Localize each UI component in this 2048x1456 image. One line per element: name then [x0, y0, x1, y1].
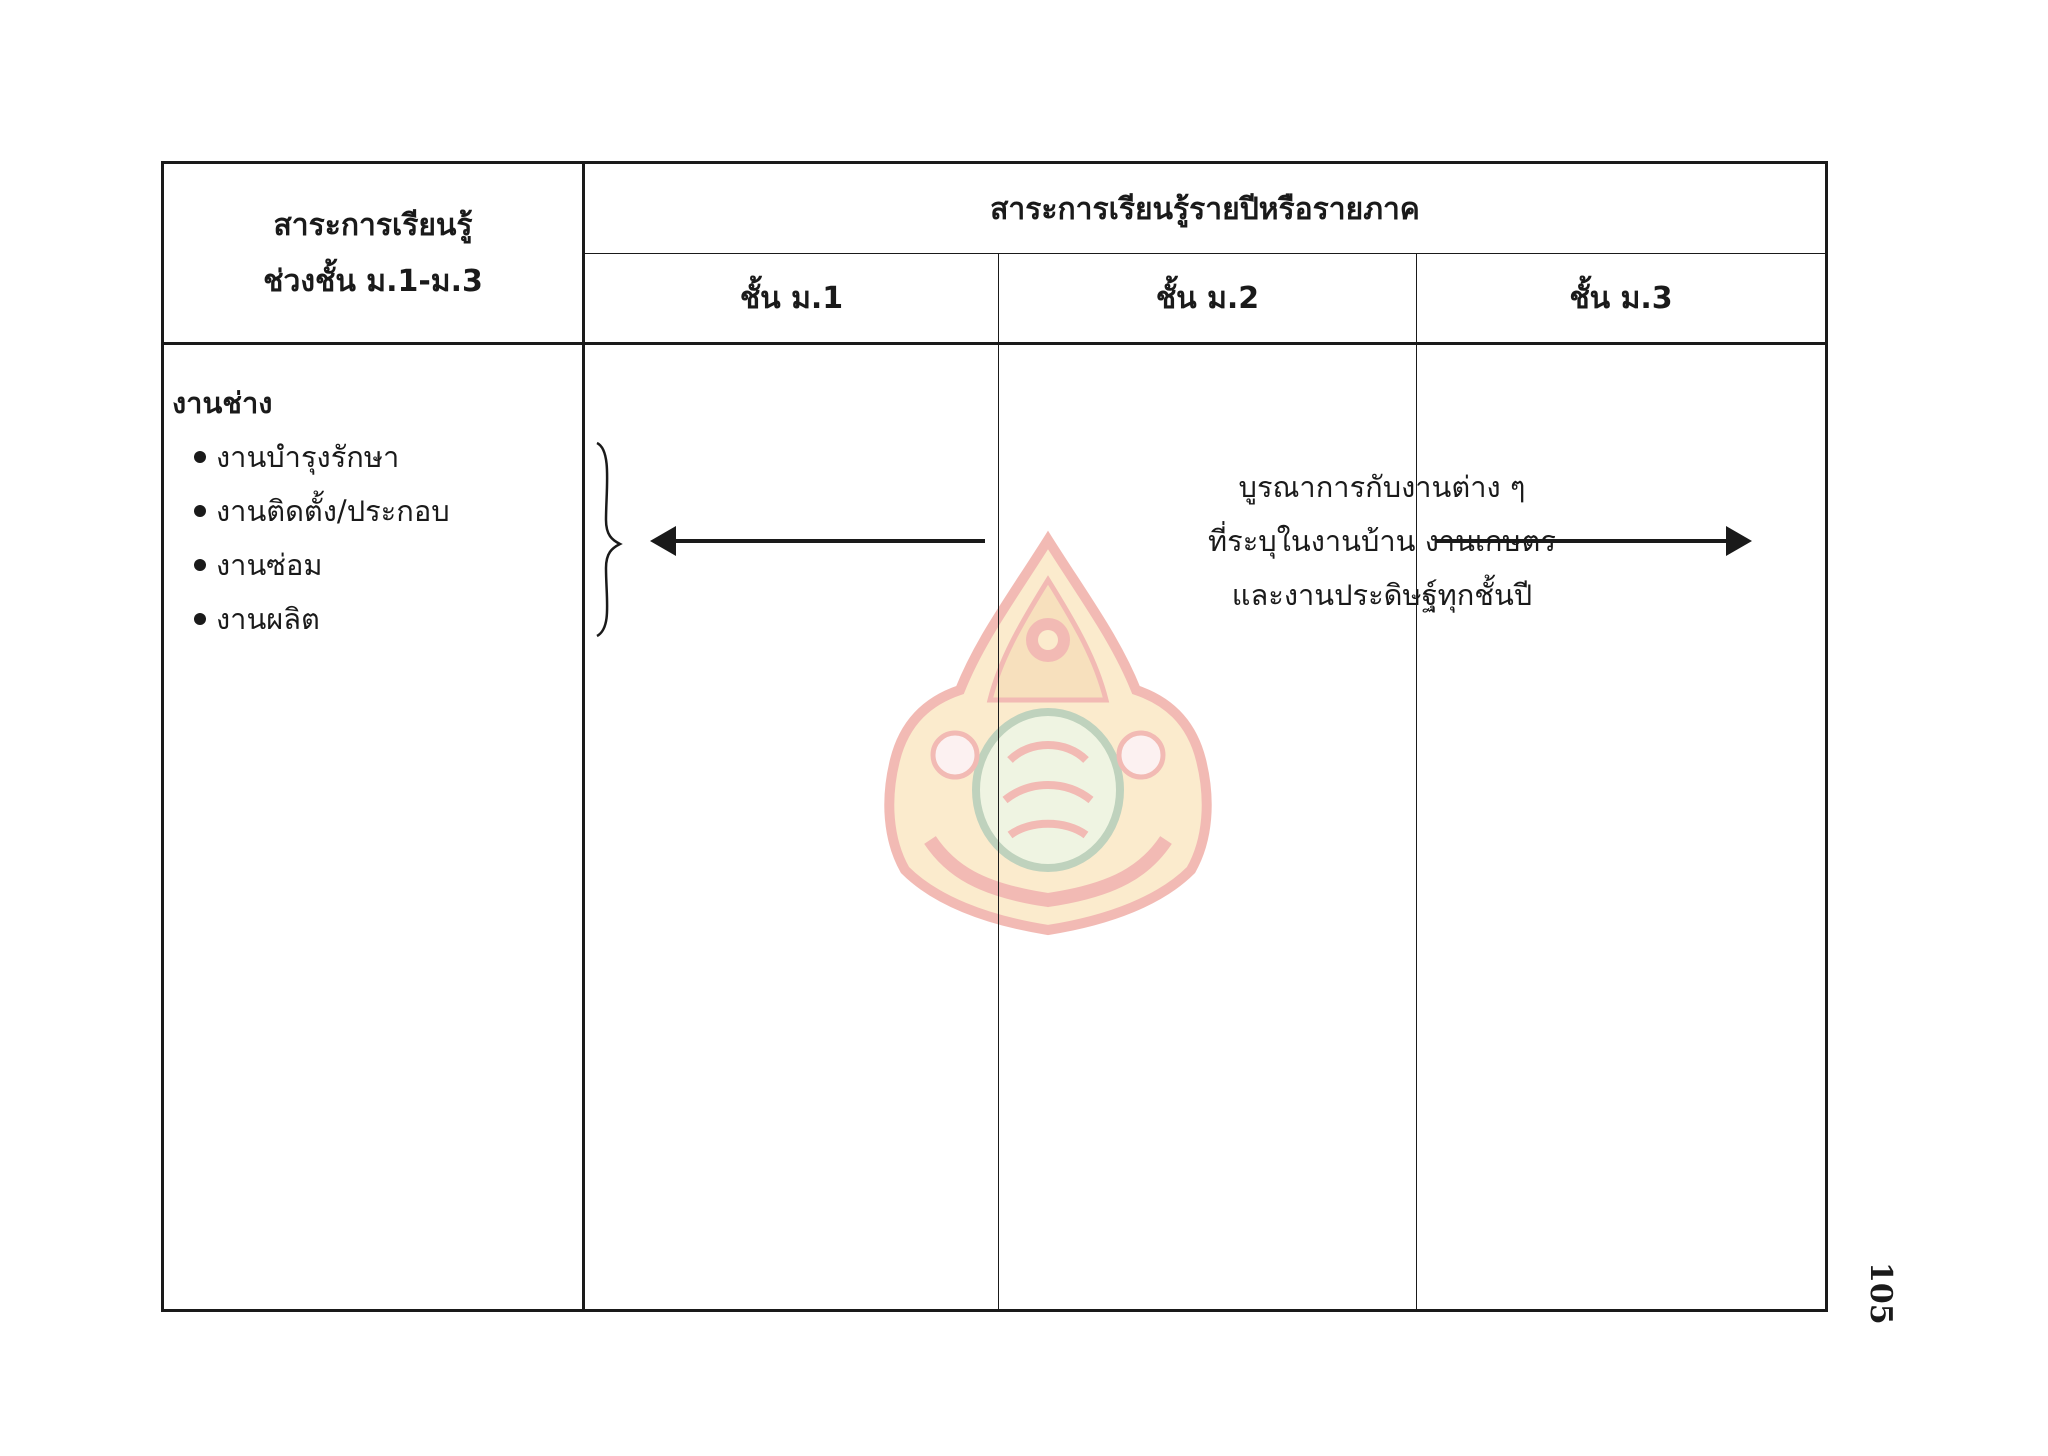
header-left-line2: ช่วงชั้น ม.1-ม.3: [263, 263, 483, 299]
header-annual-content: สาระการเรียนรู้รายปีหรือรายภาค: [990, 191, 1420, 227]
note-line2: ที่ระบุในงานบ้าน งานเกษตร: [1208, 524, 1556, 558]
list-item-label: งานติดตั้ง/ประกอบ: [216, 494, 450, 528]
header-left-line1: สาระการเรียนรู้: [273, 207, 473, 243]
left-arrow-icon: [650, 526, 985, 556]
grade-header-m3: ชั้น ม.3: [1569, 281, 1673, 316]
right-arrow-icon: [1435, 526, 1752, 556]
note-line3: และงานประดิษฐ์ทุกชั้นปี: [1231, 578, 1533, 612]
list-item-label: งานบำรุงรักษา: [216, 440, 400, 474]
list-item-label: งานผลิต: [216, 602, 320, 636]
grade-header-m1: ชั้น ม.1: [739, 281, 844, 316]
topic-title: งานช่าง: [172, 386, 273, 420]
brace-icon: [597, 443, 620, 636]
list-item-label: งานซ่อม: [216, 548, 323, 582]
page-number: 105: [1863, 1262, 1898, 1325]
note-line1: บูรณาการกับงานต่าง ๆ: [1238, 470, 1526, 504]
grade-header-m2: ชั้น ม.2: [1155, 281, 1260, 316]
